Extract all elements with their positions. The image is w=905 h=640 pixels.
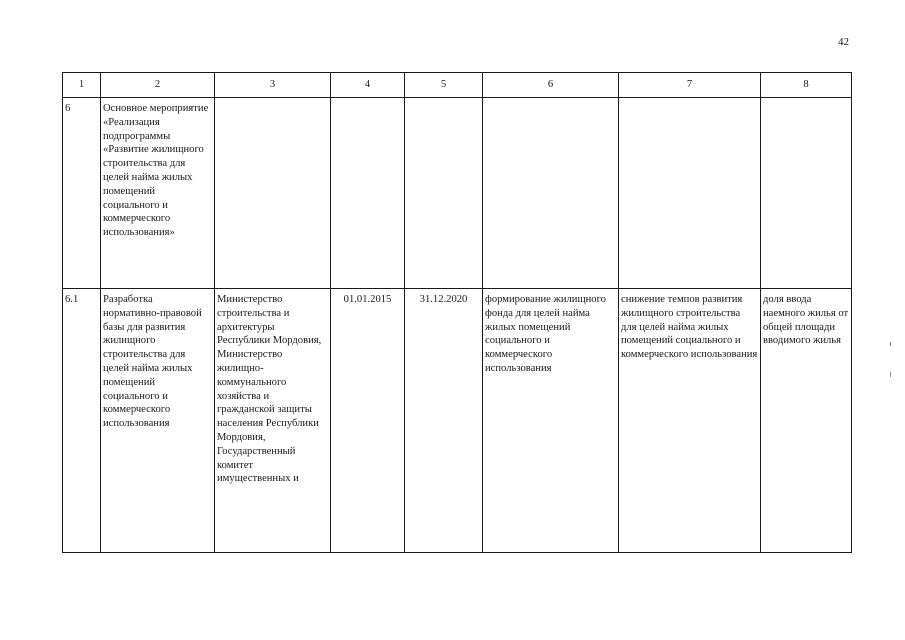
page-number: 42 <box>838 36 849 48</box>
start-date-cell: 01.01.2015 <box>331 289 405 553</box>
executor-cell <box>215 98 331 289</box>
table-header-row <box>63 73 852 98</box>
column-header: 3 <box>215 73 331 98</box>
end-date-cell <box>405 98 483 289</box>
column-header: 1 <box>63 73 101 98</box>
indicator-cell: доля ввода наемного жилья от общей площади вводимого жилья <box>761 289 852 553</box>
measures-table <box>62 72 852 553</box>
measure-name-cell: Разработка нормативно-правовой базы для развития жилищного строительства для целей найма жилых помещений социального и коммерческого использования <box>101 289 215 553</box>
expected-result-cell: формирование жилищного фонда для целей найма жилых помещений социального и коммерческого использования <box>483 289 619 553</box>
table-row <box>63 289 852 553</box>
consequence-cell: снижение темпов развития жилищного строительства для целей найма жилых помещений социального и коммерческого использования <box>619 289 761 553</box>
indicator-cell <box>761 98 852 289</box>
column-header: 8 <box>761 73 852 98</box>
row-number-cell: 6 <box>63 98 101 289</box>
scan-mark <box>890 342 891 346</box>
column-header: 4 <box>331 73 405 98</box>
column-header: 6 <box>483 73 619 98</box>
row-number-cell: 6.1 <box>63 289 101 553</box>
column-header: 7 <box>619 73 761 98</box>
executor-cell: Министерство строительства и архитектуры Республики Мордовия, Министерство жилищно-коммунального хозяйства и гражданской защиты населения Республики Мордовия, Государственный комитет имущественных и <box>215 289 331 553</box>
column-header: 2 <box>101 73 215 98</box>
column-header: 5 <box>405 73 483 98</box>
consequence-cell <box>619 98 761 289</box>
table-row <box>63 98 852 289</box>
start-date-cell <box>331 98 405 289</box>
measure-name-cell: Основное мероприятие «Реализация подпрограммы «Развитие жилищного строительства для целей найма жилых помещений социального и коммерческого использования» <box>101 98 215 289</box>
scan-mark <box>890 372 891 377</box>
expected-result-cell <box>483 98 619 289</box>
end-date-cell: 31.12.2020 <box>405 289 483 553</box>
